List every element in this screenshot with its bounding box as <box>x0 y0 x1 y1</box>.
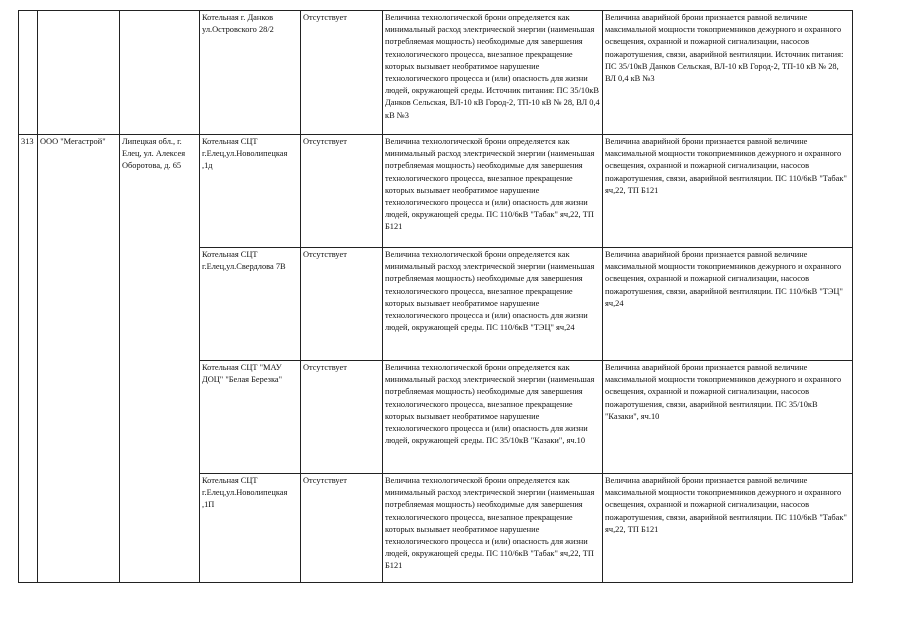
object-cell: Котельная г. Данков ул.Островского 28/2 <box>200 11 301 135</box>
tech-armor-cell: Отсутствует <box>301 135 383 248</box>
organization-cell: ООО "Мегастрой" <box>38 135 120 583</box>
address-cell: Липецкая обл., г. Елец, ул. Алексея Оборотова, д. 65 <box>120 135 200 583</box>
tech-armor-desc-cell: Величина технологической брони определяется как минимальный расход электрической энергии (наименьшая потребляемая мощность) необходимые для завершения технологического процесса, внезапное прекращение которых вызывает необратимое нарушение технологического процесса и (или) опасность для жизни людей, окружающей среды. Источник питания: ПС 35/10кВ Данков Сельская, ВЛ-10 кВ Город-2, ТП-10 кВ № 28, ВЛ 0,4 кВ №3 <box>383 11 603 135</box>
tech-armor-cell: Отсутствует <box>301 474 383 583</box>
tech-armor-desc-cell: Величина технологической брони определяется как минимальный расход электрической энергии (наименьшая потребляемая мощность) необходимые для завершения технологического процесса, внезапное прекращение которых вызывает необратимое нарушение технологического процесса и (или) опасность для жизни людей, окружающей среды. ПС 110/6кВ "Табак" яч,22, ТП Б121 <box>383 135 603 248</box>
armor-table <box>18 10 853 583</box>
emergency-armor-desc-cell: Величина аварийной брони признается равной величине максимальной мощности токоприемников дежурного и охранного освещения, охранной и пожарной сигнализации, насосов пожаротушения, связи, аварийной вентиляции. ПС 110/6кВ "Табак" яч,22, ТП Б121 <box>603 474 853 583</box>
tech-armor-cell: Отсутствует <box>301 11 383 135</box>
tech-armor-desc-cell: Величина технологической брони определяется как минимальный расход электрической энергии (наименьшая потребляемая мощность) необходимые для завершения технологического процесса, внезапное прекращение которых вызывает необратимое нарушение технологического процесса и (или) опасность для жизни людей, окружающей среды. ПС 35/10кВ "Казаки", яч.10 <box>383 361 603 474</box>
tech-armor-cell: Отсутствует <box>301 361 383 474</box>
object-cell: Котельная СЦТ "МАУ ДОЦ" "Белая Березка" <box>200 361 301 474</box>
object-cell: Котельная СЦТ г.Елец,ул.Новолипецкая ,1П <box>200 474 301 583</box>
emergency-armor-desc-cell: Величина аварийной брони признается равной величине максимальной мощности токоприемников дежурного и охранного освещения, охранной и пожарной сигнализации, насосов пожаротушения, связи, аварийной вентиляции. ПС 110/6кВ "ТЭЦ" яч,24 <box>603 248 853 361</box>
row-number-cell <box>19 11 38 135</box>
object-cell: Котельная СЦТ г.Елец,ул.Новолипецкая ,1д <box>200 135 301 248</box>
tech-armor-cell: Отсутствует <box>301 248 383 361</box>
emergency-armor-desc-cell: Величина аварийной брони признается равной величине максимальной мощности токоприемников дежурного и охранного освещения, охранной и пожарной сигнализации, насосов пожаротушения, связи, аварийной вентиляции. ПС 35/10кВ "Казаки", яч.10 <box>603 361 853 474</box>
emergency-armor-desc-cell: Величина аварийной брони признается равной величине максимальной мощности токоприемников дежурного и охранного освещения, охранной и пожарной сигнализации, насосов пожаротушения, связи, аварийной вентиляции. ПС 110/6кВ "Табак" яч,22, ТП Б121 <box>603 135 853 248</box>
tech-armor-desc-cell: Величина технологической брони определяется как минимальный расход электрической энергии (наименьшая потребляемая мощность) необходимые для завершения технологического процесса, внезапное прекращение которых вызывает необратимое нарушение технологического процесса и (или) опасность для жизни людей, окружающей среды. ПС 110/6кВ "ТЭЦ" яч,24 <box>383 248 603 361</box>
organization-cell <box>38 11 120 135</box>
row-number-cell: 313 <box>19 135 38 583</box>
emergency-armor-desc-cell: Величина аварийной брони признается равной величине максимальной мощности токоприемников дежурного и охранного освещения, охранной и пожарной сигнализации, насосов пожаротушения, связи, аварийной вентиляции. Источник питания: ПС 35/10кВ Данков Сельская, ВЛ-10 кВ Город-2, ТП-10 кВ № 28, ВЛ 0,4 кВ №3 <box>603 11 853 135</box>
table-row <box>19 135 853 248</box>
table-row <box>19 11 853 135</box>
tech-armor-desc-cell: Величина технологической брони определяется как минимальный расход электрической энергии (наименьшая потребляемая мощность) необходимые для завершения технологического процесса, внезапное прекращение которых вызывает необратимое нарушение технологического процесса и (или) опасность для жизни людей, окружающей среды. ПС 110/6кВ "Табак" яч,22, ТП Б121 <box>383 474 603 583</box>
object-cell: Котельная СЦТ г.Елец,ул.Свердлова 7В <box>200 248 301 361</box>
address-cell <box>120 11 200 135</box>
